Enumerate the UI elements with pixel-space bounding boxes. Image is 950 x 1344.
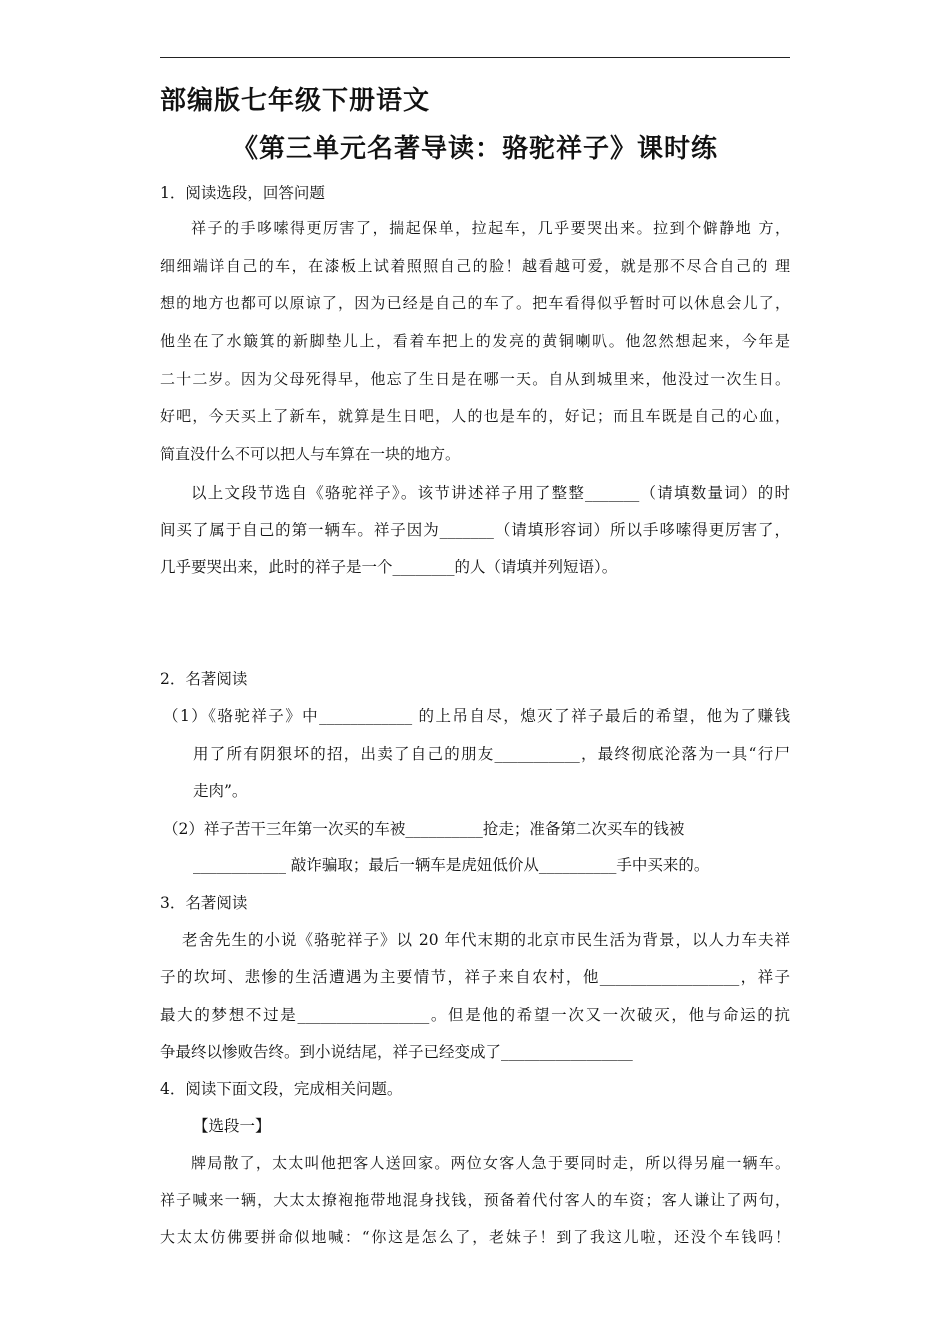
q1-heading: 1．阅读选段，回答问题: [160, 184, 325, 202]
q1-passage-line: 好吧，今天买上了新车，就算是生日吧，人的也是车的，好记；而且车既是自己的心血，: [160, 407, 790, 425]
q4-heading: 4．阅读下面文段，完成相关问题。: [160, 1080, 403, 1098]
q3-line: 争最终以惨败告终。到小说结尾，祥子已经变成了_________________: [160, 1043, 633, 1061]
q1-question-line: 以上文段节选自《骆驼祥子》。该节讲述祥子用了整整_______（请填数量词）的时: [191, 484, 790, 502]
q1-passage-line: 简直没什么不可以把人与车算在一块的地方。: [160, 445, 461, 463]
q2-line: 走肉”。: [193, 782, 248, 800]
q1-question-line: 几乎要哭出来，此时的祥子是一个________的人（请填并列短语）。: [160, 558, 618, 576]
page-title: 部编版七年级下册语文: [160, 86, 431, 116]
q4-passage-line: 祥子喊来一辆，大太太撩袍拖带地混身找钱，预备着代付客人的车资；客人谦让了两句，: [160, 1191, 790, 1209]
q2-line: ____________ 敲诈骗取；最后一辆车是虎妞低价从__________手中买来的。: [193, 856, 710, 874]
page-subtitle: 《第三单元名著导读：骆驼祥子》课时练: [231, 134, 718, 164]
q2-heading: 2．名著阅读: [160, 670, 248, 688]
q1-passage-line: 他坐在了水簸箕的新脚垫儿上，看着车把上的发亮的黄铜喇叭。他忽然想起来，今年是: [160, 332, 790, 350]
q1-passage-line: 细细端详自己的车，在漆板上试着照照自己的脸！越看越可爱，就是那不尽合自己的 理: [160, 257, 790, 275]
q3-line: 最大的梦想不过是_________________。但是他的希望一次又一次破灭，他与命运的抗: [160, 1006, 790, 1024]
q2-line: （2）祥子苦干三年第一次买的车被__________抢走；准备第二次买车的钱被: [163, 820, 685, 838]
q4-passage-line: 大太太仿佛要拼命似地喊：“你这是怎么了，老妹子！到了我这儿啦，还没个车钱吗！: [160, 1228, 790, 1246]
q1-passage-line: 祥子的手哆嗦得更厉害了，揣起保单，拉起车，几乎要哭出来。拉到个僻静地 方，: [191, 219, 790, 237]
header-rule: [160, 57, 790, 58]
q3-line: 老舍先生的小说《骆驼祥子》以 20 年代末期的北京市民生活为背景，以人力车夫祥: [182, 931, 790, 949]
q1-passage-line: 想的地方也都可以原谅了，因为已经是自己的车了。把车看得似乎暂时可以休息会儿了，: [160, 294, 790, 312]
q4-section-label: 【选段一】: [193, 1117, 271, 1135]
q1-question-line: 间买了属于自己的第一辆车。祥子因为_______（请填形容词）所以手哆嗦得更厉害了，: [160, 521, 790, 539]
q2-line: 用了所有阴狠坏的招，出卖了自己的朋友___________，最终彻底沦落为一具“行尸: [193, 745, 790, 763]
q4-passage-line: 牌局散了，太太叫他把客人送回家。两位女客人急于要同时走，所以得另雇一辆车。: [191, 1154, 790, 1172]
q2-line: （1）《骆驼祥子》中____________ 的上吊自尽，熄灭了祥子最后的希望，他为了赚钱: [163, 707, 790, 725]
q1-passage-line: 二十二岁。因为父母死得早，他忘了生日是在哪一天。自从到城里来，他没过一次生日。: [160, 370, 790, 388]
q3-line: 子的坎坷、悲惨的生活遭遇为主要情节，祥子来自农村，他__________________，祥子: [160, 968, 790, 986]
q3-heading: 3．名著阅读: [160, 894, 248, 912]
